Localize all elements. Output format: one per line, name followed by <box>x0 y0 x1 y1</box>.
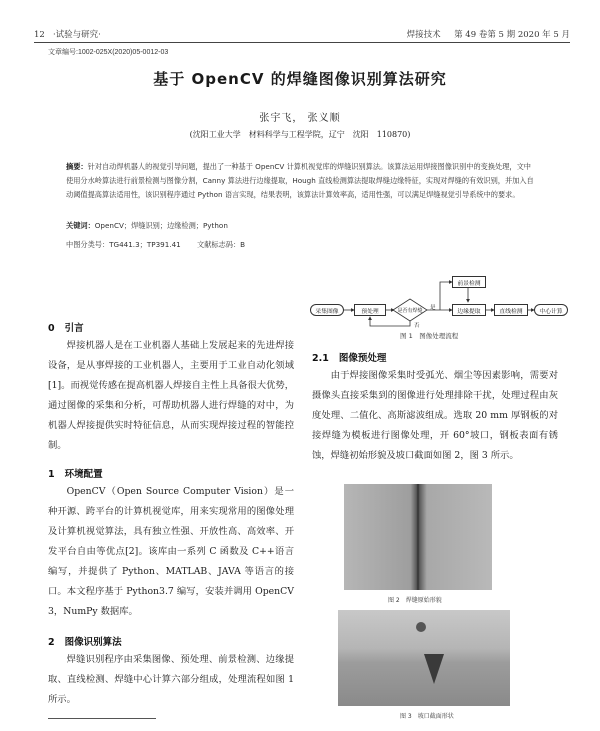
label-yes: 是 <box>430 305 436 311</box>
section-number: 2 <box>48 637 55 648</box>
node-center: 中心计算 <box>534 304 568 316</box>
surface-mark <box>416 622 426 632</box>
arrow <box>370 317 410 326</box>
paragraph-algorithm: 焊缝识别程序由采集图像、预处理、前景检测、边缘提取、直线检测、焊缝中心计算六部分组成，处理流程如图 1 所示。 <box>48 654 294 705</box>
doc-code: 文献标志码：B <box>197 240 246 249</box>
section-title: 图像识别算法 <box>64 637 122 648</box>
abstract <box>66 160 536 203</box>
arrow <box>440 282 452 310</box>
keywords-label: 关键词： <box>66 221 95 230</box>
section-number: 2.1 <box>312 353 329 364</box>
section-heading-preprocess <box>312 350 558 364</box>
flowchart <box>310 270 570 330</box>
paragraph-env: OpenCV（Open Source Computer Vision）是一种开源、跨平台的计算机视觉库，用来实现常用的图像处理及计算机视觉算法，具有独立性强、开放性高、高效率、开发平台自由等优点[2]。该库由一系列 C 函数及 C++语言编写，并提供了 Python、MATLAB、JAVA 等语言的接口。本文程序基于 Python3.7 编写，安装并调用 OpenCV 3，NumPy 数据库。 <box>48 486 294 617</box>
classification <box>66 240 536 250</box>
authors: 张宇飞， 张义顺 <box>259 113 341 124</box>
label-no: 否 <box>414 323 420 329</box>
journal-name: 焊接技术 <box>406 30 441 40</box>
paragraph-preprocess: 由于焊接图像采集时受弧光、烟尘等因素影响，需要对摄像头直接采集到的图像进行处理排除干扰，处理过程由灰度处理、二值化、高斯滤波组成。选取 20 mm 厚钢板的对接焊缝为模板进行图像处理，开 60°坡口，钢板表面有锈蚀，焊缝初始形貌及坡口截面如图 2，图 3 所示。 <box>312 370 558 461</box>
node-edge: 边缘提取 <box>452 304 486 316</box>
node-line: 直线检测 <box>494 304 528 316</box>
flowchart-connectors <box>310 270 570 330</box>
figure2-caption: 图 2 焊缝原始形貌 <box>388 597 442 604</box>
page-number: 12 <box>34 30 45 40</box>
section-title: 引言 <box>64 323 84 334</box>
header-left <box>34 28 101 40</box>
keywords <box>66 221 536 231</box>
keywords-text: OpenCV；焊缝识别；边缘检测；Python <box>94 221 228 230</box>
figure2-weld-photo <box>344 484 492 590</box>
section-title: 图像预处理 <box>338 353 387 364</box>
paper-title: 基于 OpenCV 的焊缝图像识别算法研究 <box>153 70 447 88</box>
figure1-caption: 图 1 图像处理流程 <box>400 332 459 340</box>
article-number: 文章编号:1002-025X(2020)05-0012-03 <box>48 49 169 56</box>
section-label: ·试验与研究· <box>52 30 101 40</box>
paragraph-intro: 焊接机器人是在工业机器人基础上发展起来的先进焊接设备，是从事焊接的工业机器人，主要用于工业自动化领域[1]。而视觉传感在提高机器人焊接自主性上具备很大优势，通过图像的采集和分析，可帮助机器人进行焊缝的对中，为机器人焊接提供实时特征信息，从而实现焊接过程的智能控制。 <box>48 340 294 451</box>
node-foreground: 前景检测 <box>452 276 486 288</box>
footnote-rule <box>48 718 156 719</box>
affiliation: (沈阳工业大学 材料科学与工程学院，辽宁 沈阳 110870) <box>189 130 411 139</box>
issue-info: 第 49 卷第 5 期 2020 年 5 月 <box>454 30 570 40</box>
section-title: 环境配置 <box>64 469 103 480</box>
section-heading-env <box>48 466 294 480</box>
node-acquire: 采集图像 <box>310 304 344 316</box>
node-decision: 是否有焊缝 <box>397 307 423 314</box>
section-heading-intro <box>48 320 294 334</box>
section-number: 0 <box>48 323 55 334</box>
header-right <box>407 28 570 40</box>
running-header <box>34 28 570 42</box>
section-heading-algorithm <box>48 634 294 648</box>
figure3-groove-photo <box>338 610 510 706</box>
header-rule <box>34 42 570 43</box>
abstract-label: 摘要： <box>66 162 88 171</box>
node-preprocess: 预处理 <box>354 304 386 316</box>
clc-number: 中图分类号：TG441.3；TP391.41 <box>66 240 181 249</box>
groove-shape <box>424 654 444 684</box>
abstract-text: 针对自动焊机器人的视觉引导问题，提出了一种基于 OpenCV 计算机视觉库的焊缝识别算法。该算法运用焊接图像识别中的变换处理，文中使用分水岭算法进行前景检测与图像分割，Canny 算法进行边缘提取，Hough 直线检测算法提取焊缝边缘特征，实现对焊缝的有效识别，并加入自动阈值提高算法适用性，该识别程序通过 Python 语言实现，结果表明，该算法计算效率高，适用性强，可以满足焊缝视觉引导系统中的要求。 <box>66 162 534 200</box>
figure3-caption: 图 3 坡口截面形状 <box>400 713 454 720</box>
section-number: 1 <box>48 469 55 480</box>
